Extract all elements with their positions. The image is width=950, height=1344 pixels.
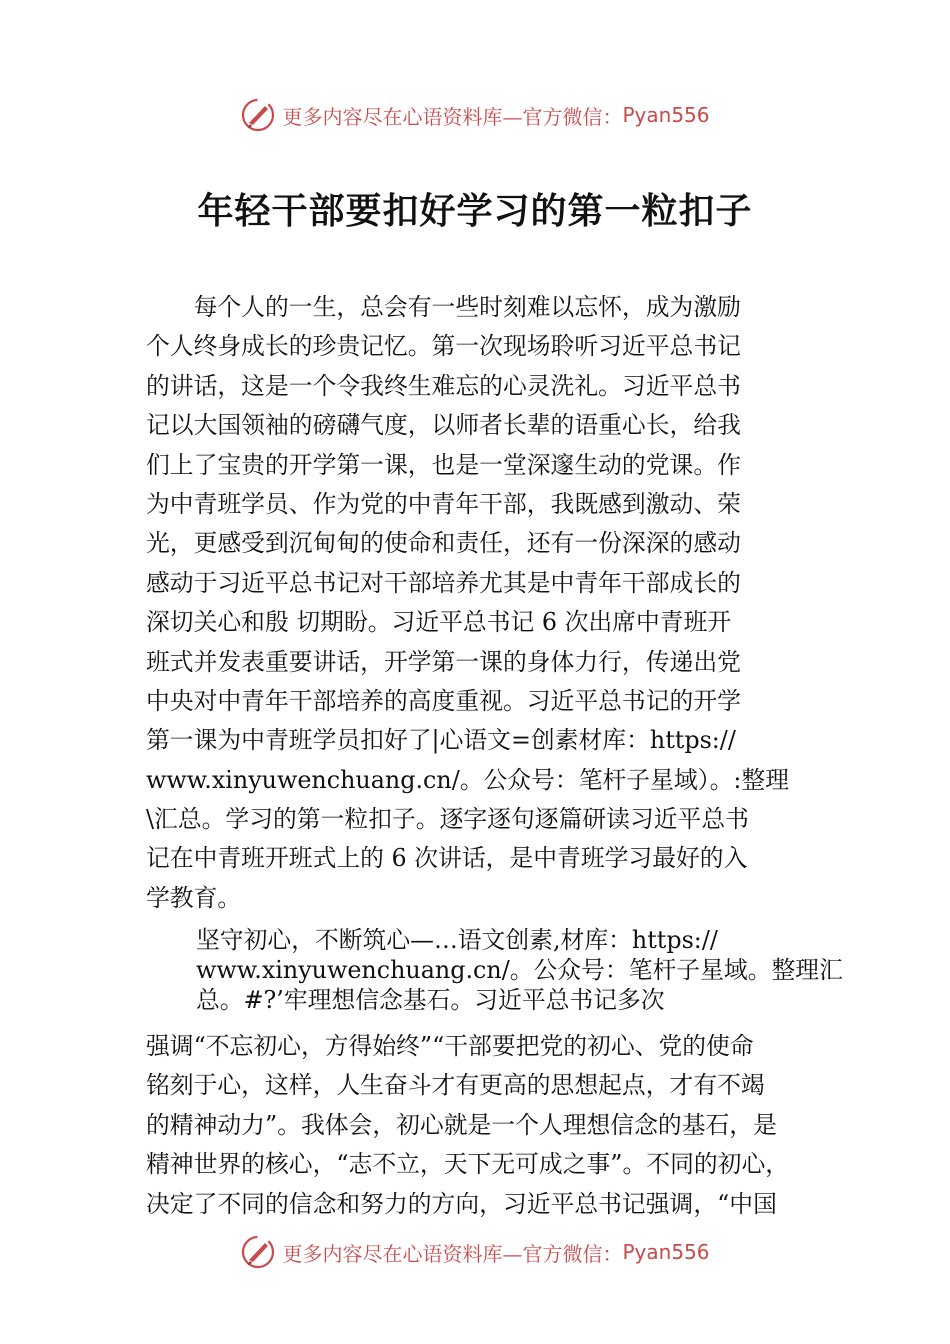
paragraph-2 — [196, 925, 860, 1015]
text-line: 强调“不忘初心，方得始终”“干部要把党的初心、党的使命 — [146, 1032, 754, 1060]
paragraph-1 — [146, 288, 810, 918]
watermark-text: 更多内容尽在心语资料库—官方微信： — [282, 104, 623, 129]
text-line: 感动于习近平总书记对干部培养尤其是中青年干部成长的 — [146, 568, 741, 597]
watermark-wechat-id: Pyan556 — [622, 103, 710, 127]
text-line: 总。#?’牢理想信念基石。习近平总书记多次 — [196, 986, 665, 1014]
text-line: 学教育。 — [146, 883, 242, 912]
document-title: 年轻干部要扣好学习的第一粒扣子 — [197, 190, 753, 232]
text-line: 精神世界的核心，“志不立，天下无可成之事”。不同的初心， — [146, 1150, 790, 1179]
text-line: 每个人的一生，总会有一些时刻难以忘怀，成为激励 — [146, 293, 741, 321]
text-line: 决定了不同的信念和努力的方向，习近平总书记强调，“中国 — [146, 1189, 777, 1218]
text-line: 记以大国领袖的磅礴气度，以师者长辈的语重心长，给我 — [146, 411, 741, 440]
text-line: 班式并发表重要讲话，开学第一课的身体力行，传递出党 — [146, 647, 741, 676]
paragraph-3 — [146, 1027, 810, 1224]
text-line: 的讲话，这是一个令我终生难忘的心灵洗礼。习近平总书 — [146, 371, 741, 400]
brush-seal-icon — [240, 97, 276, 133]
text-line: 记在中青班开班式上的 6 次讲话，是中青班学习最好的入 — [146, 844, 748, 873]
watermark-text: 更多内容尽在心语资料库—官方微信： — [282, 1241, 623, 1266]
text-line: 铭刻于心，这样，人生奋斗才有更高的思想起点，才有不竭 — [146, 1071, 765, 1100]
text-line: 深切关心和殷 切期盼。习近平总书记 6 次出席中青班开 — [146, 608, 732, 637]
text-line: www.xinyuwenchuang.cn/。公众号：笔杆子星域）。:整理 — [146, 765, 789, 794]
watermark-wechat-id: Pyan556 — [622, 1240, 710, 1264]
text-line: 中央对中青年干部培养的高度重视。习近平总书记的开学 — [146, 686, 741, 715]
brush-seal-icon — [240, 1234, 276, 1270]
text-line: 第一课为中青班学员扣好了|心语文=创素材库：https:// — [146, 726, 736, 755]
text-line: 坚守初心，不断筑心—…语文创素,材库：https:// — [196, 926, 718, 954]
header-watermark — [0, 95, 950, 135]
text-line: 光，更感受到沉甸甸的使命和责任，还有一份深深的感动 — [146, 529, 741, 558]
text-line: 的精神动力”。我体会，初心就是一个人理想信念的基石，是 — [146, 1110, 777, 1139]
footer-watermark — [0, 1232, 950, 1272]
text-line: \汇总。学习的第一粒扣子。逐字逐句逐篇研读习近平总书 — [146, 805, 749, 834]
text-line: www.xinyuwenchuang.cn/。公众号：笔杆子星域。整理汇 — [196, 956, 843, 984]
text-line: 为中青班学员、作为党的中青年干部，我既感到激动、荣 — [146, 489, 741, 518]
text-line: 们上了宝贵的开学第一课，也是一堂深邃生动的党课。作 — [146, 450, 741, 479]
text-line: 个人终身成长的珍贵记忆。第一次现场聆听习近平总书记 — [146, 332, 741, 361]
